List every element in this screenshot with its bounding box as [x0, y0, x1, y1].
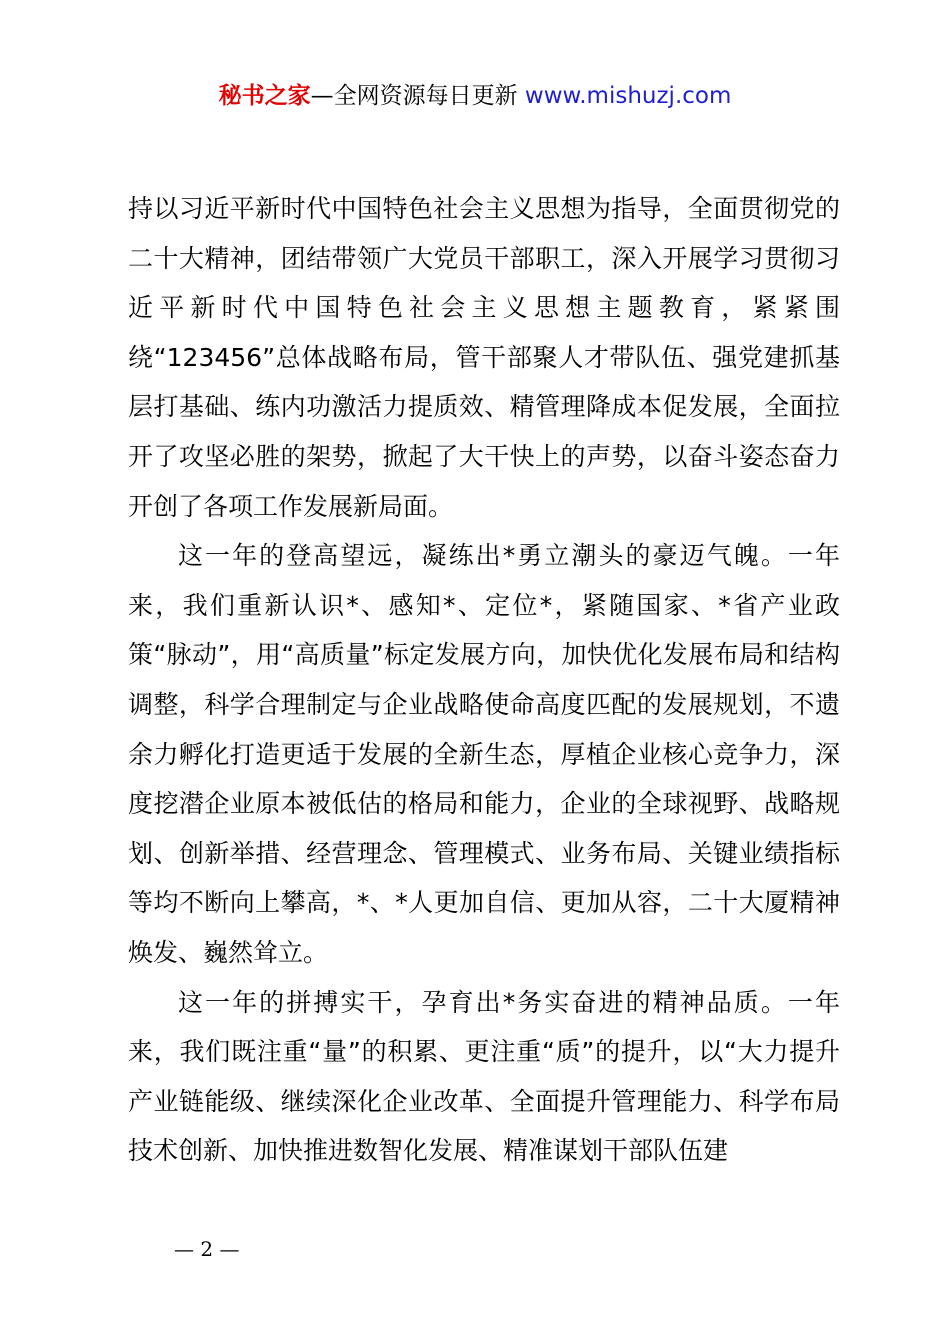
paragraph-continued: 持以习近平新时代中国特色社会主义思想为指导，全面贯彻党的二十大精神，团结带领广大党员干部职工，深入开展学习贯彻习近平新时代中国特色社会主义思想主题教育，紧紧围绕“123456”总体战略布局，管干部聚人才带队伍、强党建抓基层打基础、练内功激活力提质效、精管理降成本促发展，全面拉开了攻坚必胜的架势，掀起了大干快上的声势，以奋斗姿态奋力开创了各项工作发展新局面。 [128, 194, 840, 521]
paragraph: 这一年的拼搏实干，孕育出*务实奋进的精神品质。一年来，我们既注重“量”的积累、更注重“质”的提升，以“大力提升产业链能级、继续深化企业改革、全面提升管理能力、科学布局技术创新、加快推进数智化发展、精准谋划干部队伍建 [128, 987, 840, 1166]
page-number: — 2 — [174, 1237, 240, 1261]
document-header [0, 78, 950, 114]
website-link[interactable]: www.mishuzj.com [524, 83, 732, 109]
document-body [128, 184, 840, 1176]
paragraph: 这一年的登高望远，凝练出*勇立潮头的豪迈气魄。一年来，我们重新认识*、感知*、定位*，紧随国家、*省产业政策“脉动”，用“高质量”标定发展方向，加快优化发展布局和结构调整，科学合理制定与企业战略使命高度匹配的发展规划，不遗余力孵化打造更适于发展的全新生态，厚植企业核心竞争力，深度挖潜企业原本被低估的格局和能力，企业的全球视野、战略规划、创新举措、经营理念、管理模式、业务布局、关键业绩指标等均不断向上攀高，*、*人更加自信、更加从容，二十大厦精神焕发、巍然耸立。 [128, 541, 840, 967]
header-tagline: —全网资源每日更新 [310, 83, 518, 109]
brand-name: 秘书之家 [218, 83, 311, 109]
